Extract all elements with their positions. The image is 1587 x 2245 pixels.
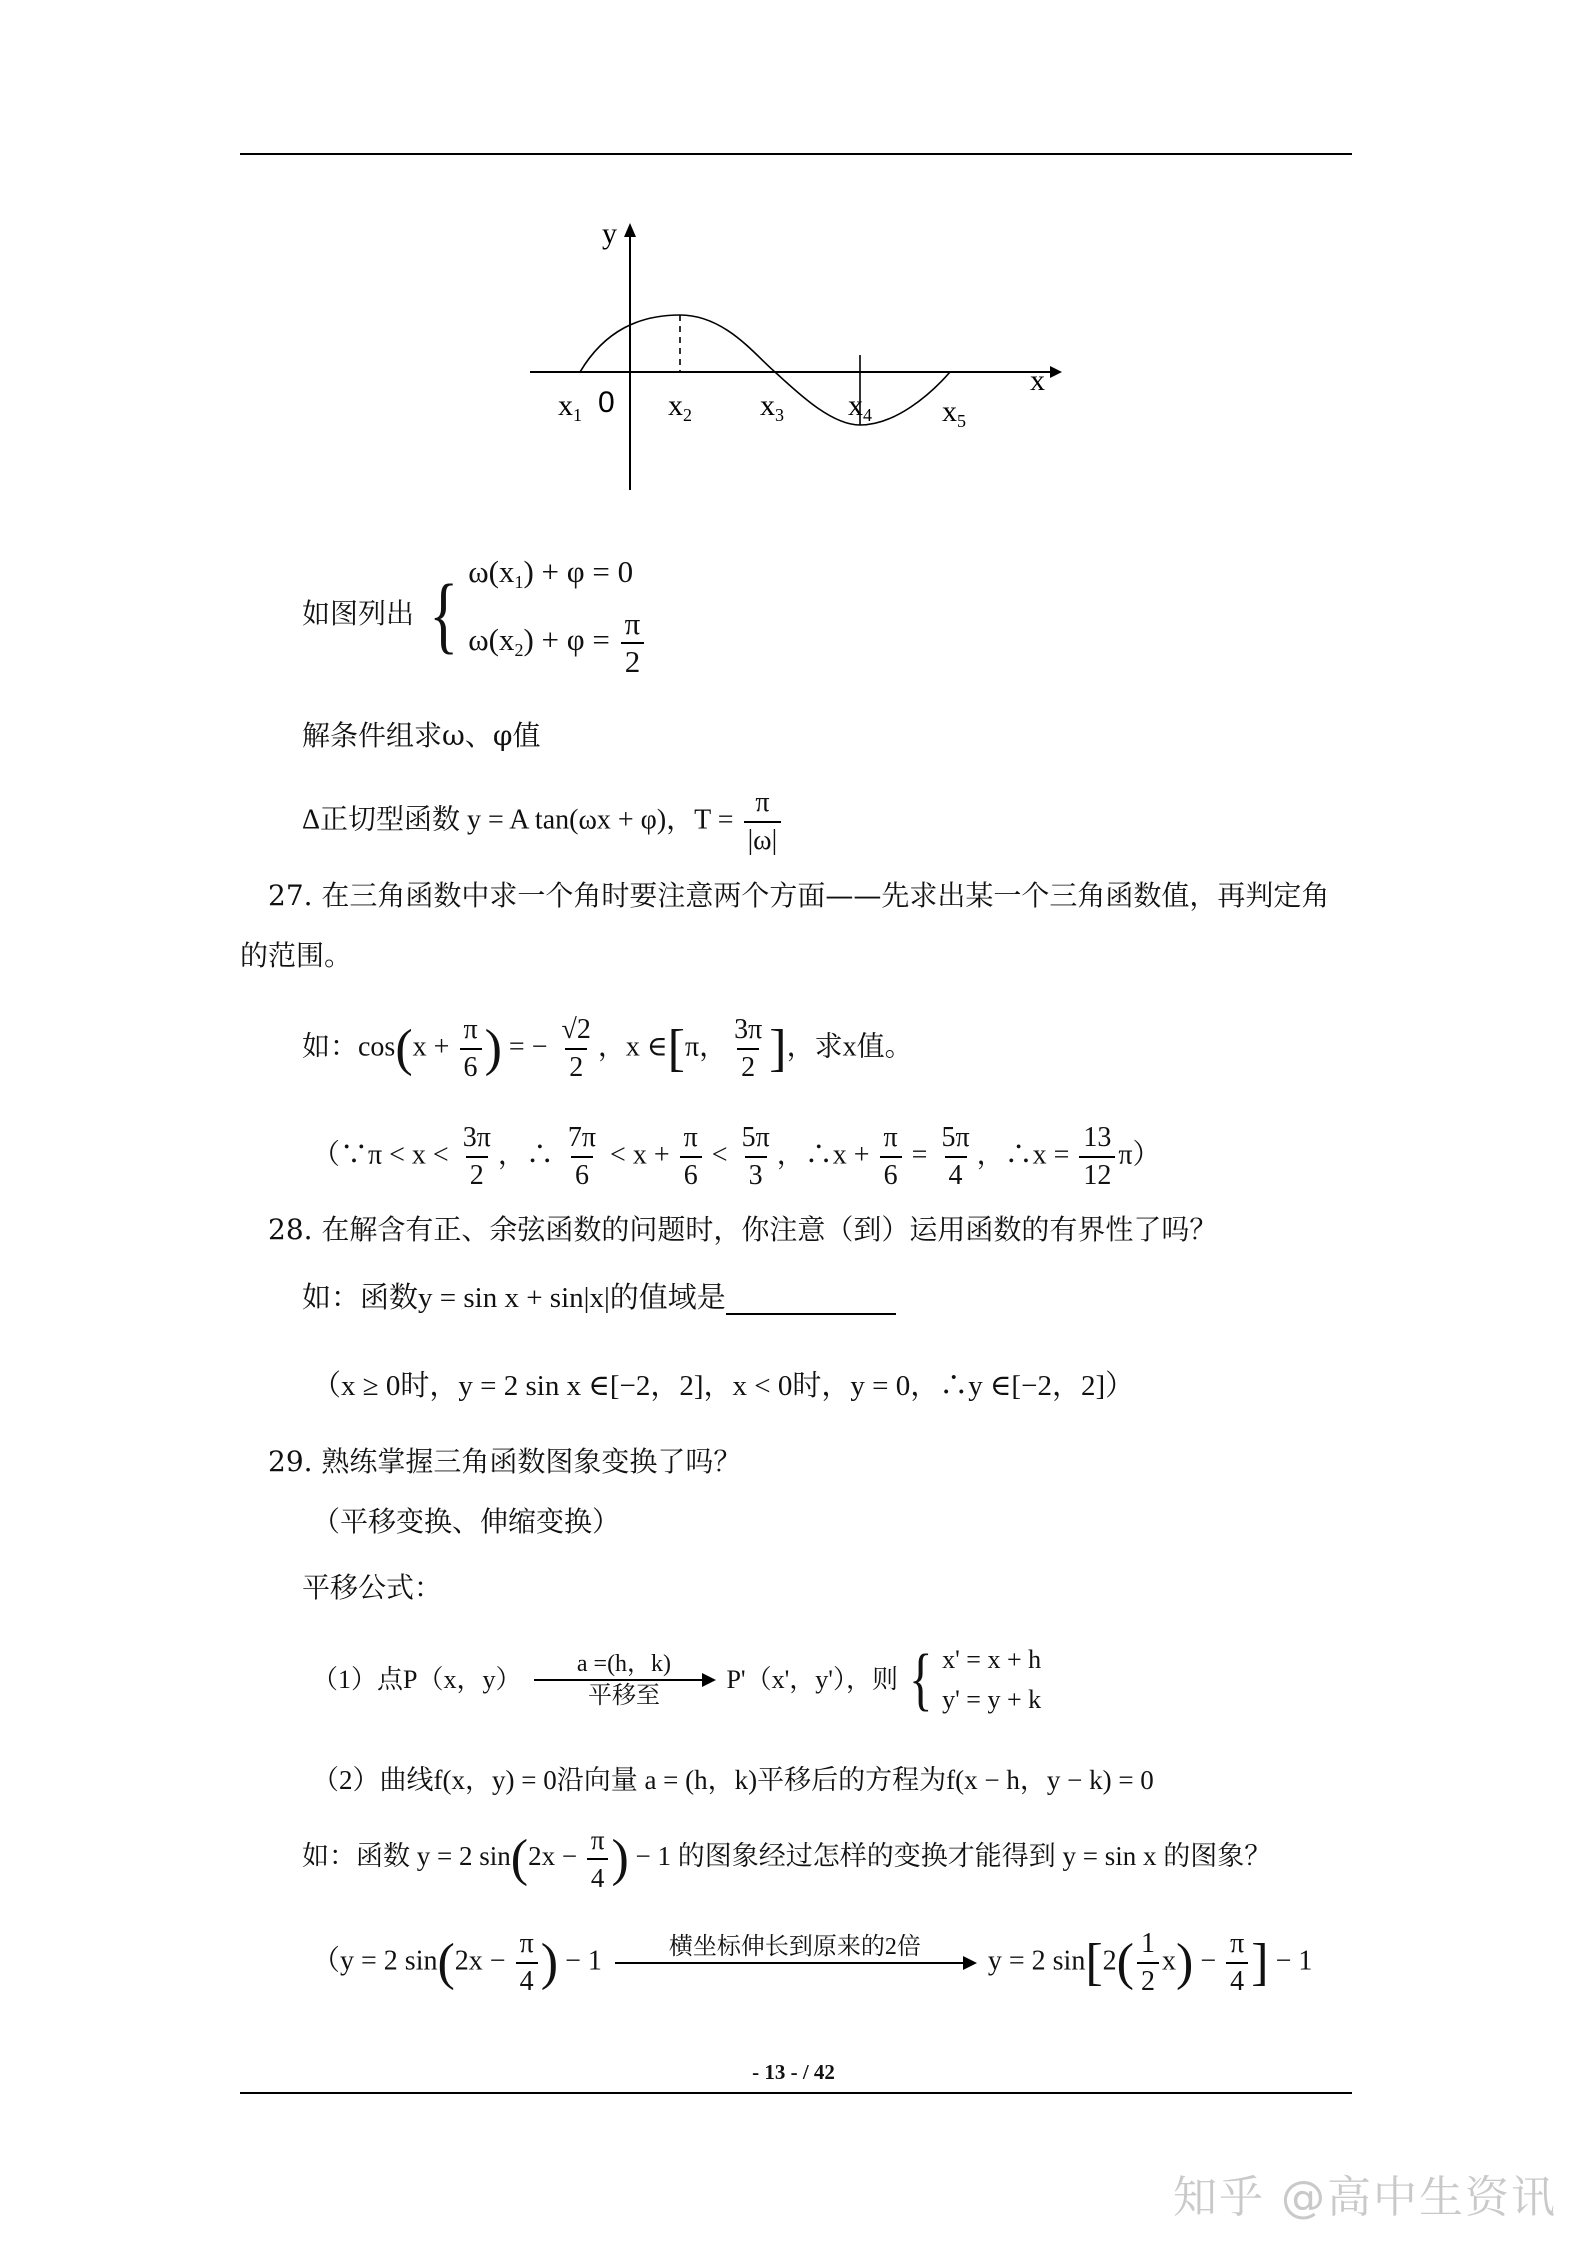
header-rule (240, 153, 1352, 155)
ex27: 如：cos(x + $\frac{\pi}{6}$ ) = − $\frac{√2}{2}$ ，x ∈[π， $\frac{3\pi}{2}$ ]，求x值。 (302, 1012, 913, 1086)
page-number: - 13 - / 42 (752, 2060, 835, 2084)
x3-label: x (760, 389, 775, 422)
sol28: （x ≥ 0时，y = 2 sin x ∈[−2，2]，x < 0时，y = 0，∴y ∈[−2，2]） (312, 1370, 1135, 1402)
footer-rule (240, 2092, 1352, 2094)
q27-line2: 的范围。 (240, 939, 353, 972)
solve-line: 解条件组求ω、φ值 (302, 719, 541, 752)
answer-blank (726, 1285, 896, 1315)
shift-point: （1）点P（x，y） a =(h，k) 平移至 P'（x'，y'），则 { x' = x + h y' = y + k (312, 1641, 1042, 1718)
svg-text:x5: $x_5$ (942, 395, 966, 431)
svg-text:x3: $x_3$ (760, 389, 784, 425)
svg-text:x2: $x_2$ (668, 389, 692, 425)
x4-label: x (848, 389, 863, 422)
svg-text:x4: $x_4$ (848, 389, 872, 425)
shift-curve: （2）曲线f(x，y) = 0沿向量 a = (h，k)平移后的方程为f(x − h，y − k) = 0 (312, 1765, 1154, 1795)
q28: 28. 在解含有正、余弦函数的问题时，你注意（到）运用函数的有界性了吗？ (268, 1213, 1218, 1246)
sol27: （∵π < x < $\frac{3\pi}{2}$ ，∴ $\frac{7\pi}{6}$ < x + $\frac{\pi}{6}$ < $\frac{5\pi}{3}$ ，∴x + $\frac{\pi}{6}$ = $\frac{5\pi}{4}$ ，∴x = $\frac{13}{12}$ π） (312, 1120, 1161, 1194)
svg-text:x1: $x_1$ (558, 389, 582, 425)
tan-line: Δ正切型函数 y = A tan(ωx + φ)，T = $\frac{\pi}{|\omega|}$ (302, 785, 784, 859)
equation-system: 如图列出 { $\omega(x_1) + \varphi = 0$ $\omega(x_2) + \varphi$ = $\frac{\pi}{2}$ (302, 548, 647, 680)
q29-sub: （平移变换、伸缩变换） (312, 1505, 621, 1538)
q27-line1: 27. 在三角函数中求一个角时要注意两个方面——先求出某一个三角函数值，再判定角 (268, 879, 1330, 912)
x1-label: x (558, 389, 573, 422)
y-axis-label: y (602, 217, 617, 250)
x2-label: x (668, 389, 683, 422)
ex28: 如：函数y = sin x + sin|x|的值域是 (302, 1278, 896, 1318)
ex29: 如：函数 y = 2 sin(2x − $\frac{\pi}{4}$ ) − 1 的图象经过怎样的变换才能得到 y = sin x 的图象？ (302, 1822, 1271, 1896)
q29: 29. 熟练掌握三角函数图象变换了吗？ (268, 1445, 742, 1478)
x-axis-label: x (1030, 364, 1045, 397)
x5-label: x (942, 395, 957, 428)
sol29: （y = 2 sin(2x − $\frac{\pi}{4}$ ) − 1 横坐标伸长到原来的2倍 y = 2 sin[2( $\frac{1}{2}$ x) − $\frac{\pi}{4}$ ] − 1 (312, 1926, 1312, 2000)
origin-label: 0 (598, 386, 615, 419)
watermark: 知乎 @高中生资讯 (1173, 2172, 1557, 2223)
shift-title: 平移公式： (302, 1571, 443, 1604)
sine-graph (510, 215, 1070, 495)
